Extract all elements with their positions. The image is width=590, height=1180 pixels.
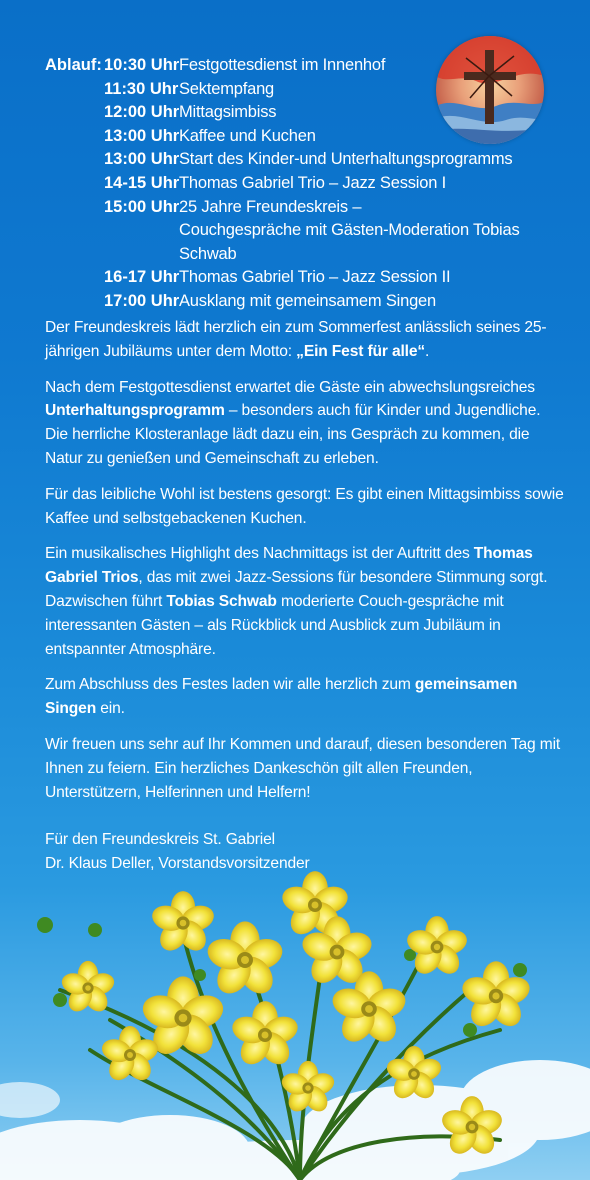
schedule-row: [45, 148, 565, 172]
schedule-desc: Sektempfang: [179, 79, 275, 98]
schedule-desc: 25 Jahre Freundeskreis – Couchgespräche mit Gästen-Moderation Tobias Schwab: [179, 197, 520, 263]
schedule-row: [45, 125, 565, 149]
buttercup-flowers-image: [0, 860, 590, 1180]
schedule-row: [45, 54, 565, 78]
signature-line: Für den Freundeskreis St. Gabriel: [45, 831, 275, 848]
schedule-time: 12:00 Uhr: [104, 103, 180, 122]
schedule-time: 14-15 Uhr: [104, 173, 180, 192]
schedule-time: 15:00 Uhr: [104, 197, 180, 216]
schedule: [45, 54, 565, 314]
schedule-desc: Kaffee und Kuchen: [179, 126, 316, 145]
paragraph-motto: Der Freundeskreis lädt herzlich ein zum Sommerfest anlässlich seines 25-jährigen Jubiläums unter dem Motto: „Ein Fest für alle“.: [45, 319, 547, 360]
paragraph-catering: Für das leibliche Wohl ist bestens gesorgt: Es gibt einen Mittagsimbiss sowie Kaffee und selbstgebackenen Kuchen.: [45, 485, 564, 527]
singing-emphasis: gemeinsamen Singen: [45, 676, 518, 718]
schedule-row: [45, 196, 565, 267]
schedule-time: 11:30 Uhr: [104, 79, 179, 98]
schedule-row: [45, 78, 565, 102]
schedule-time: 16-17 Uhr: [104, 268, 180, 287]
schedule-desc: Ausklang mit gemeinsamem Singen: [179, 291, 437, 310]
program-emphasis: Unterhaltungsprogramm: [45, 402, 225, 420]
schedule-label: Ablauf:: [45, 56, 102, 74]
signature-line: Dr. Klaus Deller, Vorstandsvorsitzender: [45, 854, 310, 872]
motto-emphasis: „Ein Fest für alle“: [296, 342, 426, 360]
moderator-emphasis: Tobias Schwab: [166, 592, 277, 610]
schedule-desc: Mittagsimbiss: [179, 103, 277, 122]
paragraph-closing: Zum Abschluss des Festes laden wir alle herzlich zum gemeinsamen Singen ein.: [45, 676, 518, 718]
schedule-row: [45, 290, 565, 314]
invitation-text: [45, 316, 565, 816]
paragraph-thanks: Wir freuen uns sehr auf Ihr Kommen und darauf, diesen besonderen Tag mit Ihnen zu feiern. Ein herzliches Dankeschön gilt allen Freunden, Unterstützern, Helferinnen und Helfern!: [45, 735, 561, 801]
schedule-time: 17:00 Uhr: [104, 291, 180, 310]
schedule-time: 13:00 Uhr: [104, 126, 180, 145]
schedule-row: [45, 266, 565, 290]
schedule-desc: Thomas Gabriel Trio – Jazz Session I: [179, 173, 446, 192]
schedule-desc: Thomas Gabriel Trio – Jazz Session II: [179, 268, 451, 287]
schedule-desc: Festgottesdienst im Innenhof: [179, 56, 386, 74]
schedule-time: 13:00 Uhr: [104, 150, 180, 169]
schedule-row: [45, 101, 565, 125]
schedule-row: [45, 172, 565, 196]
paragraph-program: Nach dem Festgottesdienst erwartet die Gäste ein abwechslungsreiches Unterhaltungsprogramm – besonders auch für Kinder und Jugendliche. Die herrliche Klosteranlage lädt dazu ein, ins Gespräch zu kommen, die Natur zu genießen und Gemeinschaft zu erleben.: [45, 378, 541, 467]
schedule-desc: Start des Kinder-und Unterhaltungsprogramms: [179, 150, 513, 169]
schedule-time: 10:30 Uhr: [104, 56, 180, 74]
trio-emphasis: Thomas Gabriel Trios: [45, 545, 533, 587]
paragraph-music: Ein musikalisches Highlight des Nachmittags ist der Auftritt des Thomas Gabriel Trios, das mit zwei Jazz-Sessions für besondere Stimmung sorgt. Dazwischen führt Tobias Schwab moderierte Couch-gespräche mit interessanten Gästen – als Rückblick und Ausblick zum Jubiläum in entspannter Atmosphäre.: [45, 545, 548, 658]
